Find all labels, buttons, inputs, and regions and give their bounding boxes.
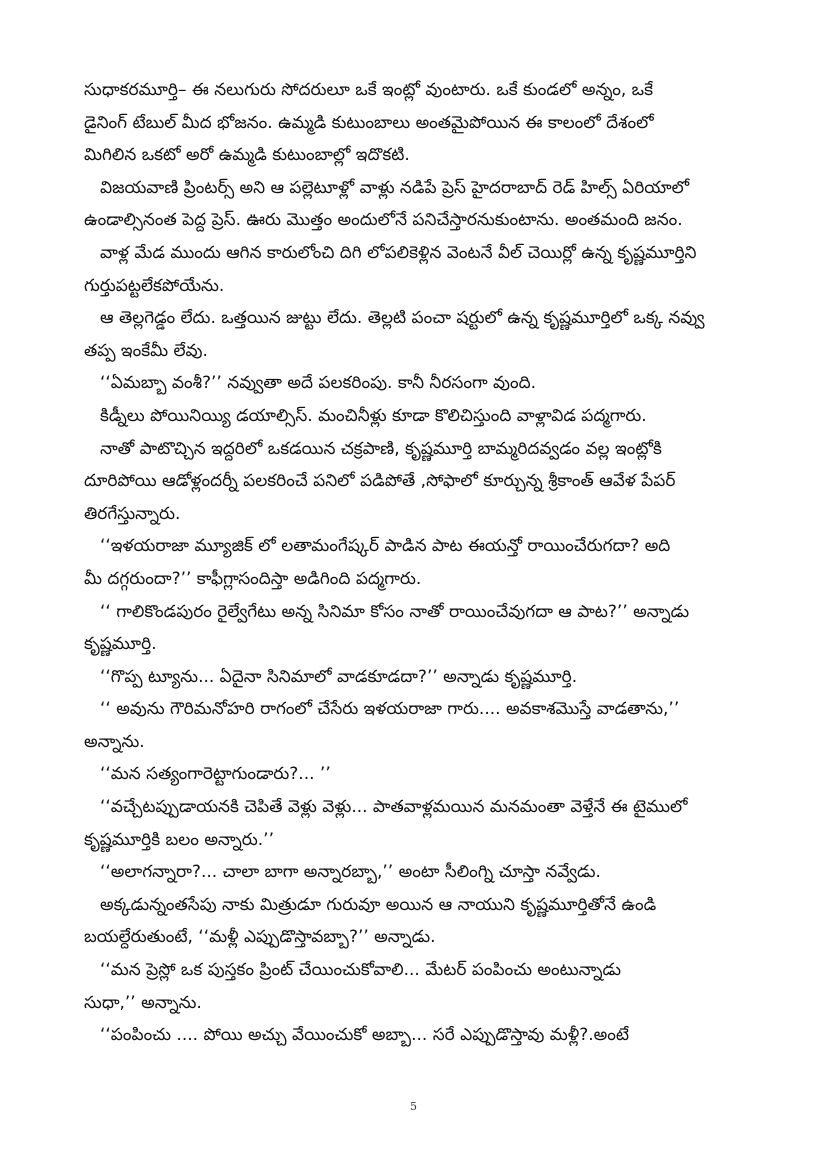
- text-line: కృష్ణమూర్తి.: [84, 634, 157, 655]
- text-line: కృష్ణమూర్తికి బలం అన్నారు.’’: [84, 829, 274, 850]
- text-line: విజయవాణి ప్రింటర్స్ అని ఆ పల్లెటూళ్లో వాళ్లు నడిపే ప్రెస్ హైదరాబాద్ రెడ్ హిల్స్ ఏరియాలో: [100, 177, 690, 198]
- text-line: బయల్దేరుతుంటే, ‘‘మళ్లీ ఎప్పుడొస్తావబ్బా?’’ అన్నాడు.: [84, 927, 436, 948]
- text-line: అన్నాను.: [84, 731, 145, 752]
- text-line: ‘‘మన ప్రెస్లో ఒక పుస్తకం ప్రింట్ చేయించుకోవాలి... మేటర్ పంపించు అంటున్నాడు: [100, 960, 622, 981]
- text-line: సుధా,’’ అన్నాను.: [84, 992, 202, 1013]
- text-line: ఉండాల్సినంత పెద్ద ప్రెస్. ఊరు మొత్తం అందులోనే పనిచేస్తారనుకుంటాను. అంతమంది జనం.: [84, 210, 683, 231]
- page-number: 5: [410, 1100, 417, 1113]
- text-line: ‘‘గొప్ప ట్యూను... ఏదైనా సినిమాలో వాడకూడదా?’’ అన్నాడు కృష్ణమూర్తి.: [100, 666, 578, 687]
- text-line: ‘‘వచ్చేటప్పుడాయనకి చెపితే వెళ్లు వెళ్లు... పాతవాళ్లమయిన మనమంతా వెళ్తేనే ఈ టైములో: [100, 797, 688, 818]
- text-line: వాళ్ల మేడ ముందు ఆగిన కారులోంచి దిగి లోపలికెళ్లిన వెంటనే వీల్ చెయిర్లో ఉన్న కృష్ణమూర్తిని: [100, 242, 697, 263]
- text-line: నాతో పాటొచ్చిన ఇద్దరిలో ఒకడయిన చక్రపాణి, కృష్ణమూర్తి బామ్మరిదవ్వడం వల్ల ఇంట్లోకి: [100, 438, 662, 459]
- text-line: అక్కడున్నంతసేపు నాకు మిత్రుడూ గురువూ అయిన ఆ నాయుని కృష్ణమూర్తితోనే ఉండి: [100, 894, 657, 915]
- text-line: దూరిపోయి ఆడోళ్లందర్నీ పలకరించే పనిలో పడిపోతే ,సోఫాలో కూర్చున్న శ్రీకాంత్ ఆవేళ పేపర్: [84, 471, 676, 492]
- text-line: ‘‘అలాగన్నారా?... చాలా బాగా అన్నారబ్బా,’’ అంటా సీలింగ్ని చూస్తా నవ్వేడు.: [100, 862, 601, 883]
- text-line: ఆ తెల్లగెడ్డం లేదు. ఒత్తయిన జుట్టు లేదు. తెల్లటి పంచా షర్టులో ఉన్న కృష్ణమూర్తిలో ఒక్క నవ్వు: [100, 308, 705, 329]
- text-line: ‘‘పంపించు .... పోయి అచ్చు వేయించుకో అబ్బా... సరే ఎప్పుడొస్తావు మళ్లీ?.అంటే: [100, 1025, 630, 1046]
- text-line: ‘‘ అవును గౌరిమనోహరి రాగంలో చేసేరు ఇళయరాజా గారు.... అవకాశమొస్తే వాడతాను,’’: [100, 699, 680, 720]
- text-line: కిడ్నీలు పోయినియ్యి డయాల్సిస్. మంచినీళ్లు కూడా కొలిచిస్తుంది వాళ్లావిడ పద్మగారు.: [100, 405, 647, 426]
- text-line: తప్ప ఇంకేమీ లేవు.: [84, 340, 208, 361]
- text-line: డైనింగ్ టేబుల్ మీద భోజనం. ఉమ్మడి కుటుంబాలు అంతమైపోయిన ఈ కాలంలో దేశంలో: [84, 112, 654, 133]
- text-line: ‘‘ గాలికొండపురం రైల్వేగేటు అన్న సినిమా కోసం నాతో రాయించేవుగదా ఆ పాట?’’ అన్నాడు: [100, 601, 690, 622]
- text-line: ‘‘ఏమబ్బా వంశీ?’’ నవ్వుతా అదే పలకరింపు. కానీ నీరసంగా వుంది.: [100, 373, 537, 394]
- body-text: [84, 74, 744, 1052]
- text-line: మిగిలిన ఒకటో అరో ఉమ్మడి కుటుంబాల్లో ఇదొకటి.: [84, 145, 410, 166]
- text-line: ‘‘మన సత్యంగారెట్టాగుండారు?... ’’: [100, 764, 331, 785]
- text-line: తిరగేస్తున్నారు.: [84, 503, 181, 524]
- text-line: గుర్తుపట్టలేకపోయేను.: [84, 275, 225, 296]
- text-line: సుధాకరమూర్తి– ఈ నలుగురు సోదరులూ ఒకే ఇంట్లో వుంటారు. ఒకే కుండలో అన్నం, ఒకే: [84, 80, 653, 100]
- text-line: మీ దగ్గరుందా?’’ కాఫీగ్లాసందిస్తా అడిగింది పద్మగారు.: [84, 568, 422, 589]
- text-line: ‘‘ఇళయరాజా మ్యూజిక్ లో లతామంగేష్కర్ పాడిన పాట ఈయన్తో రాయించేరుగదా? అది: [100, 536, 671, 557]
